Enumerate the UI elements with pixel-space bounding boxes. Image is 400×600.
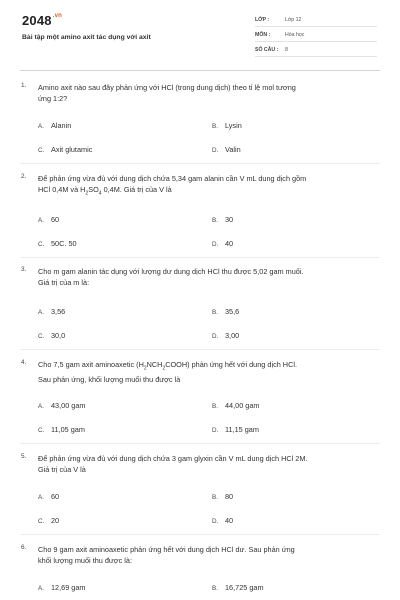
stem-line: Amino axit nào sau đây phản ứng với HCl (trong dung dịch) theo tỉ lệ mol tương	[38, 83, 296, 92]
question-stem	[38, 266, 380, 288]
option-letter: A.	[38, 585, 44, 592]
question-stem	[38, 173, 380, 199]
option-letter: C.	[38, 333, 45, 340]
meta-subject	[255, 29, 377, 42]
question-number: 2.	[21, 173, 27, 180]
stem-line: Cho 9 gam axit aminoaxetic phản ứng hết với dung dịch HCl dư. Sau phản ứng	[38, 545, 295, 554]
option-4c[interactable]	[38, 425, 85, 434]
header-divider	[20, 70, 380, 71]
meta-class	[255, 14, 377, 27]
stem-line: Sau phản ứng, khối lượng muối thu được là	[38, 375, 181, 385]
option-text: 11,15 gam	[225, 425, 259, 434]
option-text: 3,56	[51, 307, 66, 316]
stem-text: COOH) phản ứng hết với dung dịch HCl.	[165, 360, 297, 369]
meta-count-label: SỐ CÂU :	[255, 47, 279, 53]
option-text: 35,6	[225, 307, 240, 316]
option-5c[interactable]	[38, 516, 59, 525]
option-text: 30	[225, 215, 234, 224]
option-4a[interactable]	[38, 401, 85, 410]
option-text: 16,725 gam	[225, 583, 264, 592]
option-text: 40	[225, 239, 234, 248]
option-letter: C.	[38, 241, 45, 248]
option-2d[interactable]	[212, 239, 233, 248]
question-divider	[20, 257, 380, 258]
stem-text: SO	[88, 185, 99, 194]
stem-line: khối lượng muối thu được là:	[38, 556, 132, 565]
option-4d[interactable]	[212, 425, 259, 434]
option-2a[interactable]	[38, 215, 59, 224]
option-5a[interactable]	[38, 492, 59, 501]
option-letter: D.	[212, 518, 219, 525]
option-letter: A.	[38, 309, 44, 316]
meta-subject-label: MÔN :	[255, 32, 271, 38]
option-letter: B.	[212, 585, 218, 592]
stem-line	[38, 185, 172, 197]
option-letter: D.	[212, 147, 219, 154]
meta-count-value: 8	[285, 47, 288, 53]
option-text: Valin	[225, 145, 241, 154]
option-letter: D.	[212, 333, 219, 340]
option-5d[interactable]	[212, 516, 233, 525]
option-letter: A.	[38, 403, 44, 410]
option-letter: A.	[38, 494, 44, 501]
subscript: 2	[162, 365, 166, 372]
option-letter: B.	[212, 217, 218, 224]
stem-line: Giá trị của m là:	[38, 278, 90, 287]
stem-line	[38, 360, 297, 372]
option-letter: B.	[212, 309, 218, 316]
option-4b[interactable]	[212, 401, 259, 410]
stem-text: HCl 0,4M và H	[38, 185, 86, 194]
option-6b[interactable]	[212, 583, 264, 592]
option-text: 3,00	[225, 331, 240, 340]
option-text: 44,00 gam	[225, 401, 260, 410]
option-letter: C.	[38, 518, 45, 525]
option-1d[interactable]	[212, 145, 241, 154]
site-logo[interactable]	[22, 13, 62, 28]
stem-line: Để phản ứng vừa đủ với dung dịch chứa 3 gam glyxin cần V mL dung dịch HCl 2M.	[38, 454, 308, 463]
document-header	[0, 0, 400, 70]
logo-text: 2048	[22, 13, 52, 28]
option-2c[interactable]	[38, 239, 77, 248]
meta-class-value: Lớp 12	[285, 17, 302, 23]
option-3b[interactable]	[212, 307, 239, 316]
meta-count	[255, 44, 377, 57]
question-stem	[38, 359, 380, 385]
option-text: 20	[51, 516, 60, 525]
option-text: 11,05 gam	[51, 425, 85, 434]
question-divider	[20, 349, 380, 350]
question-divider	[20, 443, 380, 444]
question-divider	[20, 534, 380, 535]
option-1b[interactable]	[212, 121, 242, 130]
meta-subject-value: Hóa học	[285, 32, 305, 38]
option-letter: B.	[212, 403, 218, 410]
option-text: 80	[225, 492, 234, 501]
question-number: 4.	[21, 359, 27, 366]
option-letter: B.	[212, 123, 218, 130]
option-letter: D.	[212, 241, 219, 248]
option-5b[interactable]	[212, 492, 233, 501]
option-text: Lysin	[225, 121, 242, 130]
option-text: 43,00 gam	[51, 401, 86, 410]
stem-line: ứng 1:2?	[38, 94, 68, 103]
option-3c[interactable]	[38, 331, 65, 340]
option-3a[interactable]	[38, 307, 65, 316]
option-text: 30,0	[51, 331, 66, 340]
stem-line: Giá trị của V là	[38, 465, 86, 474]
option-text: 50C. 50	[51, 239, 77, 248]
option-1c[interactable]	[38, 145, 92, 154]
option-letter: A.	[38, 123, 44, 130]
stem-line: Cho m gam alanin tác dụng với lượng dư dung dịch HCl thu được 5,02 gam muối.	[38, 267, 304, 276]
option-text: Axit glutamic	[51, 145, 93, 154]
question-divider	[20, 163, 380, 164]
subscript: 2	[143, 365, 147, 372]
stem-text: NCH	[146, 360, 163, 369]
subscript: 4	[98, 190, 102, 197]
logo-suffix: .vn	[52, 13, 63, 19]
stem-line: Để phản ứng vừa đủ với dung dịch chứa 5,34 gam alanin cần V mL dung dịch gồm	[38, 174, 307, 183]
option-letter: C.	[38, 427, 45, 434]
subscript: 2	[85, 190, 89, 197]
option-letter: C.	[38, 147, 45, 154]
page-title: Bài tập một amino axit tác dụng với axit	[22, 34, 151, 41]
question-number: 6.	[21, 544, 27, 551]
option-letter: B.	[212, 494, 218, 501]
question-number: 1.	[21, 82, 27, 89]
option-text: 40	[225, 516, 234, 525]
question-stem	[38, 544, 380, 566]
meta-class-label: LỚP :	[255, 17, 270, 23]
question-number: 3.	[21, 266, 27, 273]
option-1a[interactable]	[38, 121, 71, 130]
option-text: 60	[51, 492, 60, 501]
option-text: 12,69 gam	[51, 583, 86, 592]
option-6a[interactable]	[38, 583, 85, 592]
stem-text: Cho 7,5 gam axit aminoaxetic (H	[38, 360, 144, 369]
option-text: Alanin	[51, 121, 72, 130]
stem-text: 0,4M. Giá trị của V là	[101, 185, 172, 194]
option-letter: D.	[212, 427, 219, 434]
question-stem	[38, 453, 380, 475]
option-letter: A.	[38, 217, 44, 224]
option-3d[interactable]	[212, 331, 239, 340]
question-number: 5.	[21, 453, 27, 460]
option-text: 60	[51, 215, 60, 224]
question-stem	[38, 82, 380, 104]
option-2b[interactable]	[212, 215, 233, 224]
